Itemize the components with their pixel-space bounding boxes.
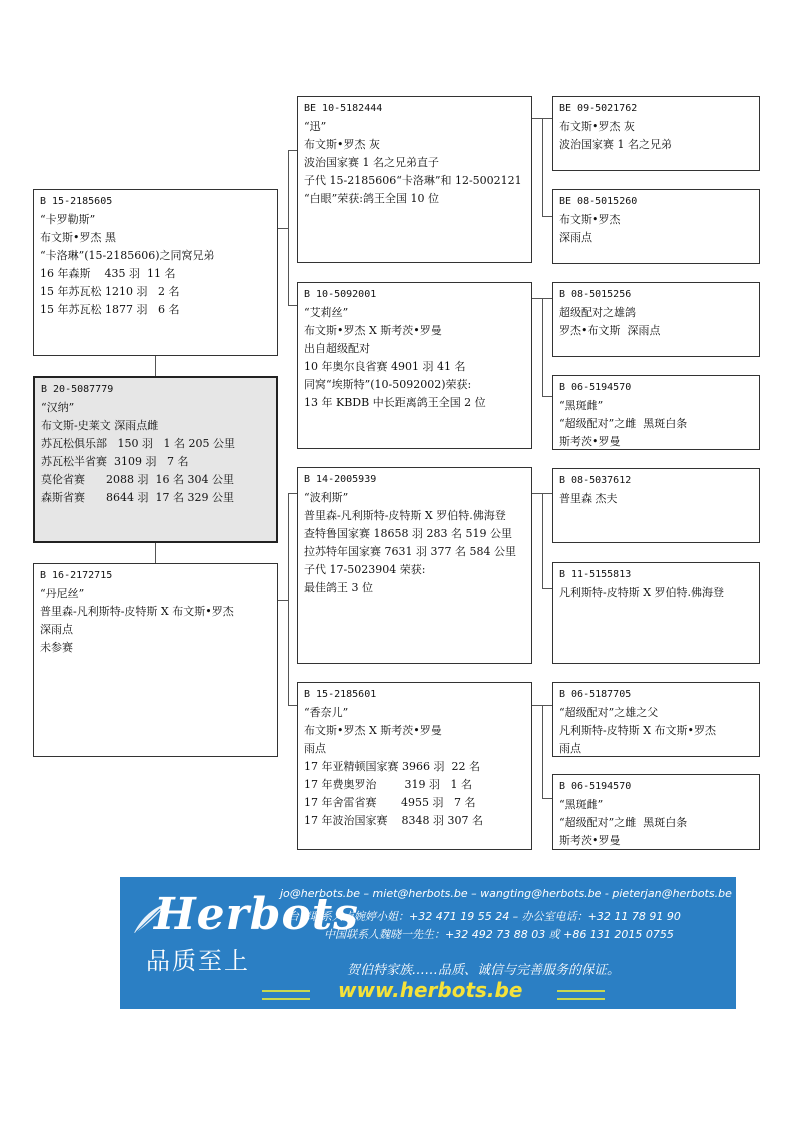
connector (288, 150, 297, 151)
info-line: 17 年费奥罗治 319 羽 1 名 (304, 778, 472, 791)
connector (542, 118, 543, 216)
info-line: 17 年亚精顿国家赛 3966 羽 22 名 (304, 760, 480, 773)
connector (278, 600, 288, 601)
info-line: 罗杰•布文斯 深雨点 (559, 324, 661, 337)
info-line: 15 年苏瓦松 1210 羽 2 名 (40, 285, 180, 298)
website-link[interactable]: www.herbots.be (338, 978, 523, 1002)
info-line: “卡洛琳”(15-2185606)之同窝兄弟 (40, 249, 215, 262)
ggp-box-3 (552, 282, 760, 357)
info-line: 16 年森斯 435 羽 11 名 (40, 267, 176, 280)
connector (278, 228, 288, 229)
connector (542, 216, 552, 217)
connector (542, 798, 552, 799)
info-line: “超级配对”之雌 黑斑白条 (559, 417, 688, 430)
info-line: 出自超级配对 (304, 342, 370, 355)
info-line: 超级配对之雄鸽 (559, 306, 636, 319)
ring-number: B 06-5187705 (559, 689, 632, 700)
subject-box (33, 376, 278, 543)
info-line: 17 年波治国家赛 8348 羽 307 名 (304, 814, 483, 827)
connector (288, 305, 297, 306)
herbots-banner (120, 877, 736, 1009)
ring-number: B 10-5092001 (304, 289, 377, 300)
info-line: 布文斯•罗杰 黑 (40, 231, 116, 244)
dam-sire-box (297, 467, 532, 664)
info-line: “艾莉丝” (304, 306, 349, 319)
info-line: 10 年奥尔良省赛 4901 羽 41 名 (304, 360, 466, 373)
info-line: “黑斑雌” (559, 798, 604, 811)
info-line: 莫伦省赛 2088 羽 16 名 304 公里 (41, 473, 234, 486)
connector (288, 705, 297, 706)
ring-number: B 06-5194570 (559, 781, 632, 792)
ggp-box-4 (552, 375, 760, 450)
connector (288, 493, 297, 494)
info-line: 布文斯-史莱文 深雨点雌 (41, 419, 159, 432)
info-line: 布文斯•罗杰 X 斯考茨•罗曼 (304, 324, 442, 337)
ggp-box-5 (552, 468, 760, 543)
ring-number: B 11-5155813 (559, 569, 632, 580)
info-line: 拉苏特年国家赛 7631 羽 377 名 584 公里 (304, 545, 516, 558)
info-line: 波治国家赛 1 名之兄弟直子 (304, 156, 439, 169)
connector (542, 493, 552, 494)
info-line: 雨点 (304, 742, 326, 755)
info-line: 15 年苏瓦松 1877 羽 6 名 (40, 303, 180, 316)
ring-number: B 16-2172715 (40, 570, 113, 581)
sire-dam-box (297, 282, 532, 449)
info-line: 13 年 KBDB 中长距离鸽王全国 2 位 (304, 396, 486, 409)
connector (288, 150, 289, 305)
info-line: 17 年舍雷省赛 4955 羽 7 名 (304, 796, 476, 809)
connector (288, 493, 289, 705)
ring-number: B 15-2185601 (304, 689, 377, 700)
connector (532, 118, 542, 119)
ring-number: B 20-5087779 (41, 384, 114, 395)
herbots-logo: Herbots (154, 889, 359, 940)
info-line: “黑斑雌” (559, 399, 604, 412)
connector (155, 356, 156, 376)
info-line: 苏瓦松半省赛 3109 羽 7 名 (41, 455, 189, 468)
info-line: 斯考茨•罗曼 (559, 834, 621, 847)
connector (155, 543, 156, 563)
divider (262, 990, 310, 1000)
connector (542, 705, 552, 706)
ring-number: B 06-5194570 (559, 382, 632, 393)
info-line: “汉纳” (41, 401, 75, 414)
info-line: 布文斯•罗杰 X 斯考茨•罗曼 (304, 724, 442, 737)
info-line: 同窝“埃斯特”(10-5092002)荣获: (304, 378, 472, 391)
info-line: 凡利斯特-皮特斯 X 罗伯特.佛海登 (559, 586, 725, 599)
info-line: 普里森-凡利斯特-皮特斯 X 罗伯特.佛海登 (304, 509, 506, 522)
ggp-box-7 (552, 682, 760, 757)
ring-number: BE 08-5015260 (559, 196, 638, 207)
info-line: 森斯省赛 8644 羽 17 名 329 公里 (41, 491, 234, 504)
info-line: “超级配对”之雄之父 (559, 706, 659, 719)
ggp-box-2 (552, 189, 760, 264)
info-line: 未参赛 (40, 641, 73, 654)
info-line: 苏瓦松俱乐部 150 羽 1 名 205 公里 (41, 437, 235, 450)
info-line: 布文斯•罗杰 灰 (559, 120, 635, 133)
ring-number: B 08-5015256 (559, 289, 632, 300)
info-line: 查特鲁国家赛 18658 羽 283 名 519 公里 (304, 527, 512, 540)
info-line: 普里森 杰夫 (559, 492, 618, 505)
connector (542, 396, 552, 397)
info-line: 布文斯•罗杰 (559, 213, 621, 226)
contact-china: 中国联系人魏晓一先生：+32 492 73 88 03 或 +86 131 2015 0755 (324, 928, 674, 941)
email-list: jo@herbots.be – miet@herbots.be – wangting@herbots.be - pieterjan@herbots.be (280, 887, 732, 900)
sire-sire-box (297, 96, 532, 263)
ggp-box-8 (552, 774, 760, 850)
contact-taiwan: 台湾联系人卢婉婷小姐：+32 471 19 55 24 – 办公室电话：+32 11 78 91 90 (288, 910, 681, 923)
dam-box (33, 563, 278, 757)
ggp-box-1 (552, 96, 760, 171)
info-line: “波利斯” (304, 491, 349, 504)
info-line: “卡罗勒斯” (40, 213, 96, 226)
connector (532, 705, 542, 706)
info-line: 斯考茨•罗曼 (559, 435, 621, 448)
ring-number: BE 10-5182444 (304, 103, 383, 114)
info-line: 深雨点 (40, 623, 73, 636)
tagline: 贺伯特家族……品质、诚信与完善服务的保证。 (347, 963, 621, 978)
connector (542, 298, 552, 299)
info-line: 子代 17-5023904 荣获: (304, 563, 426, 576)
info-line: “迅” (304, 120, 327, 133)
connector (542, 118, 552, 119)
ring-number: B 08-5037612 (559, 475, 632, 486)
ring-number: BE 09-5021762 (559, 103, 638, 114)
info-line: “丹尼丝” (40, 587, 85, 600)
info-line: 布文斯•罗杰 灰 (304, 138, 380, 151)
info-line: 深雨点 (559, 231, 592, 244)
info-line: 普里森-凡利斯特-皮特斯 X 布文斯•罗杰 (40, 605, 234, 618)
info-line: “超级配对”之雌 黑斑白条 (559, 816, 688, 829)
ring-number: B 15-2185605 (40, 196, 113, 207)
connector (542, 705, 543, 798)
info-line: 雨点 (559, 742, 581, 755)
divider (557, 990, 605, 1000)
dam-dam-box (297, 682, 532, 850)
connector (542, 493, 543, 588)
info-line: 子代 15-2185606“卡洛琳”和 12-5002121 (304, 174, 522, 187)
info-line: 最佳鸽王 3 位 (304, 581, 373, 594)
sire-box (33, 189, 278, 356)
ggp-box-6 (552, 562, 760, 664)
connector (542, 298, 543, 396)
connector (542, 588, 552, 589)
connector (532, 298, 542, 299)
info-line: 凡利斯特-皮特斯 X 布文斯•罗杰 (559, 724, 717, 737)
connector (532, 493, 542, 494)
info-line: “白眼”荣获:鸽王全国 10 位 (304, 192, 439, 205)
info-line: “香奈儿” (304, 706, 349, 719)
ring-number: B 14-2005939 (304, 474, 377, 485)
info-line: 波治国家赛 1 名之兄弟 (559, 138, 672, 151)
slogan: 品质至上 (146, 947, 250, 975)
